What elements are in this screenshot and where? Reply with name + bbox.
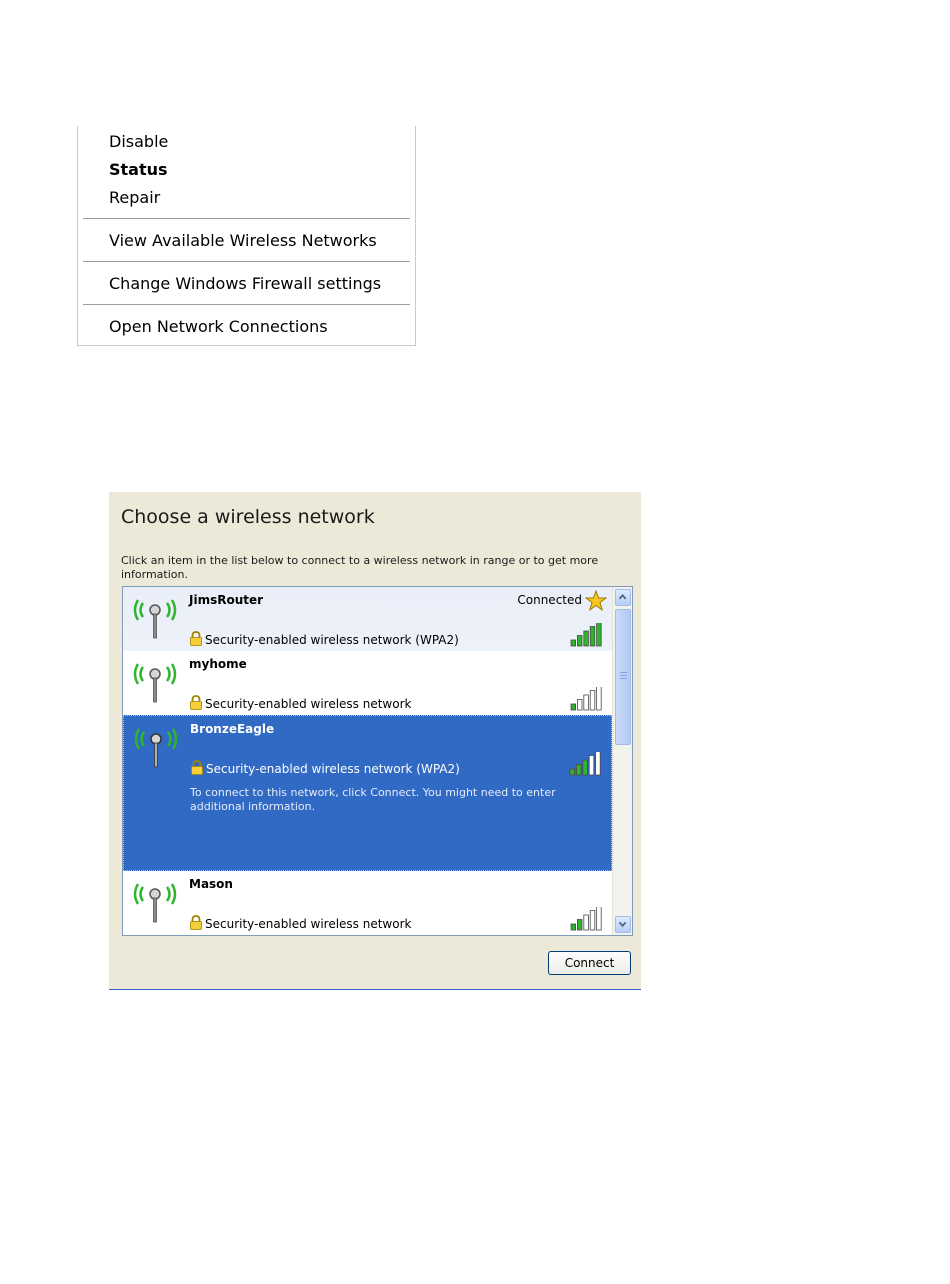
signal-bar [584, 631, 589, 646]
security-info [189, 631, 459, 647]
signal-bar [597, 623, 602, 646]
signal-bar [583, 760, 588, 775]
lock-icon [189, 695, 203, 710]
signal-strength-icon [570, 687, 604, 711]
signal-bar [596, 752, 601, 775]
menu-item-change-firewall-settings[interactable]: Change Windows Firewall settings [109, 274, 382, 293]
menu-separator [83, 218, 410, 219]
list-scrollbar[interactable] [612, 587, 632, 935]
signal-bar [571, 640, 576, 646]
wireless-antenna-icon [133, 659, 177, 703]
network-list [122, 586, 633, 936]
wireless-antenna-icon [133, 595, 177, 639]
signal-bar [577, 700, 582, 711]
wireless-network-dialog [109, 492, 641, 990]
network-item-jimsrouter[interactable] [123, 587, 612, 651]
signal-bar [571, 704, 576, 710]
signal-bar [571, 924, 576, 930]
security-info [189, 695, 411, 711]
signal-bar [597, 907, 602, 930]
signal-bar [577, 636, 582, 647]
signal-bar [597, 687, 602, 710]
connection-status: Connected [517, 593, 582, 607]
network-name: Mason [189, 877, 233, 891]
scroll-down-button[interactable] [615, 916, 631, 933]
lock-icon [189, 915, 203, 930]
wireless-antenna-icon [133, 879, 177, 923]
menu-item-open-network-connections[interactable]: Open Network Connections [109, 317, 328, 336]
star-icon [585, 590, 607, 612]
menu-separator [83, 261, 410, 262]
signal-bar [590, 691, 595, 711]
scroll-up-button[interactable] [615, 589, 631, 606]
security-label: Security-enabled wireless network [205, 697, 412, 711]
security-label: Security-enabled wireless network (WPA2) [206, 762, 460, 776]
network-context-menu [77, 126, 416, 346]
dialog-title: Choose a wireless network [121, 506, 375, 528]
signal-bar [584, 695, 589, 710]
network-name: JimsRouter [189, 593, 264, 607]
wireless-antenna-icon [134, 724, 178, 768]
signal-strength-icon [570, 907, 604, 931]
security-info [189, 915, 411, 931]
signal-bar [570, 769, 575, 775]
lock-icon [189, 631, 203, 646]
menu-item-repair[interactable]: Repair [109, 188, 161, 207]
security-label: Security-enabled wireless network [205, 917, 412, 931]
network-name: myhome [189, 657, 247, 671]
menu-item-status[interactable]: Status [109, 160, 168, 179]
chevron-down-icon [616, 917, 630, 932]
lock-icon [190, 760, 204, 775]
signal-bar [590, 627, 595, 647]
network-detail-text: To connect to this network, click Connect. You might need to enter additional information. [190, 786, 556, 813]
dialog-description: Click an item in the list below to connect to a wireless network in range or to get more information. [121, 554, 599, 581]
chevron-up-icon [616, 590, 630, 605]
network-item-myhome[interactable] [123, 651, 612, 715]
network-name: BronzeEagle [190, 722, 275, 736]
menu-item-view-wireless-networks[interactable]: View Available Wireless Networks [109, 231, 377, 250]
menu-separator [83, 304, 410, 305]
signal-bar [589, 756, 594, 776]
security-info [190, 760, 460, 776]
signal-strength-icon [569, 752, 603, 776]
signal-bar [577, 920, 582, 931]
menu-item-disable[interactable]: Disable [109, 132, 169, 151]
signal-bar [584, 915, 589, 930]
network-item-mason[interactable] [123, 871, 612, 935]
scroll-thumb[interactable] [615, 609, 631, 745]
signal-bar [590, 911, 595, 931]
signal-bar [576, 765, 581, 776]
security-label: Security-enabled wireless network (WPA2) [205, 633, 459, 647]
connect-button[interactable]: Connect [548, 951, 631, 975]
signal-strength-icon [570, 623, 604, 647]
network-item-bronzeeagle[interactable] [123, 715, 612, 871]
